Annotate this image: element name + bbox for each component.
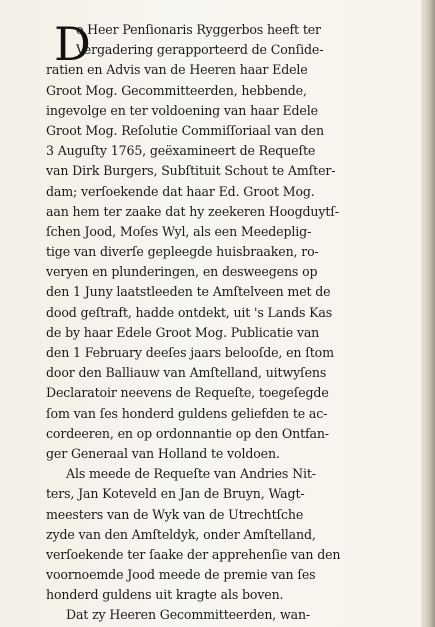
text-line: den 1 Juny laatstleeden te Amſtelveen met de (46, 284, 331, 300)
text-line: ſom van ſes honderd guldens geliefden te ac- (46, 405, 328, 421)
text-line: van Dirk Burgers, Subſtituit Schout te Amſter- (46, 163, 336, 179)
drop-cap: D (54, 17, 91, 71)
article-text (46, 17, 418, 626)
page-gutter-shadow (421, 0, 435, 627)
paragraph-2 (46, 464, 418, 605)
text-line: den 1 February deeſes jaars belooſde, en ſtom (46, 345, 334, 360)
text-line: aan hem ter zaake dat hy zeekeren Hoogduytſ- (46, 203, 339, 219)
text-line: Declaratoir neevens de Requeſte, toegeſegde (46, 385, 329, 401)
text-line: ingevolge en ter voldoening van haar Edele (46, 102, 318, 118)
text-line: Groot Mog. Reſolutie Commiſſoriaal van den (46, 122, 324, 138)
text-line: Als meede de Requeſte van Andries Nit- (66, 466, 316, 482)
text-line: tige van diverſe gepleegde huisbraaken, ro- (46, 244, 319, 260)
text-line: door den Balliauw van Amſtelland, uitwyſens (46, 365, 327, 381)
text-line: 3 Auguſty 1765, geëxamineert de Requeſte (46, 143, 316, 159)
text-line: de by haar Edele Groot Mog. Publicatie van (46, 324, 320, 340)
text-line: ters, Jan Koteveld en Jan de Bruyn, Wagt- (46, 486, 305, 502)
text-line: meesters van de Wyk van de Utrechtſche (46, 506, 304, 522)
text-line: veryen en plunderingen, en desweegens op (46, 264, 318, 280)
text-line: verſoekende ter ſaake der apprehenſie van den (46, 546, 341, 562)
text-line: e Heer Penſionaris Ryggerbos heeft ter (76, 22, 321, 37)
text-line: ger Generaal van Holland te voldoen. (46, 445, 280, 461)
paragraph-1 (46, 17, 418, 464)
text-line: Groot Mog. Gecommitteerden, hebbende, (46, 82, 307, 98)
text-line: ratien en Advis van de Heeren haar Edele (46, 62, 308, 78)
text-line: voornoemde Jood meede de premie van ſes (46, 567, 316, 583)
text-line: zyde van den Amſteldyk, onder Amſtelland, (46, 526, 316, 542)
text-line: dam; verſoekende dat haar Ed. Groot Mog. (46, 183, 315, 199)
text-line: honderd guldens uit kragte als boven. (46, 587, 284, 603)
text-line: Vergadering gerapporteerd de Conſide- (76, 42, 324, 58)
text-line: ſchen Jood, Moſes Wyl, als een Meedeplig- (46, 223, 312, 239)
text-line: cordeeren, en op ordonnantie op den Ontfan- (46, 425, 329, 441)
text-line: dood geſtraft, hadde ontdekt, uit 's Lands Kas (46, 304, 333, 320)
paragraph-3 (46, 605, 418, 625)
text-line: Dat zy Heeren Gecommitteerden, wan- (66, 607, 311, 623)
